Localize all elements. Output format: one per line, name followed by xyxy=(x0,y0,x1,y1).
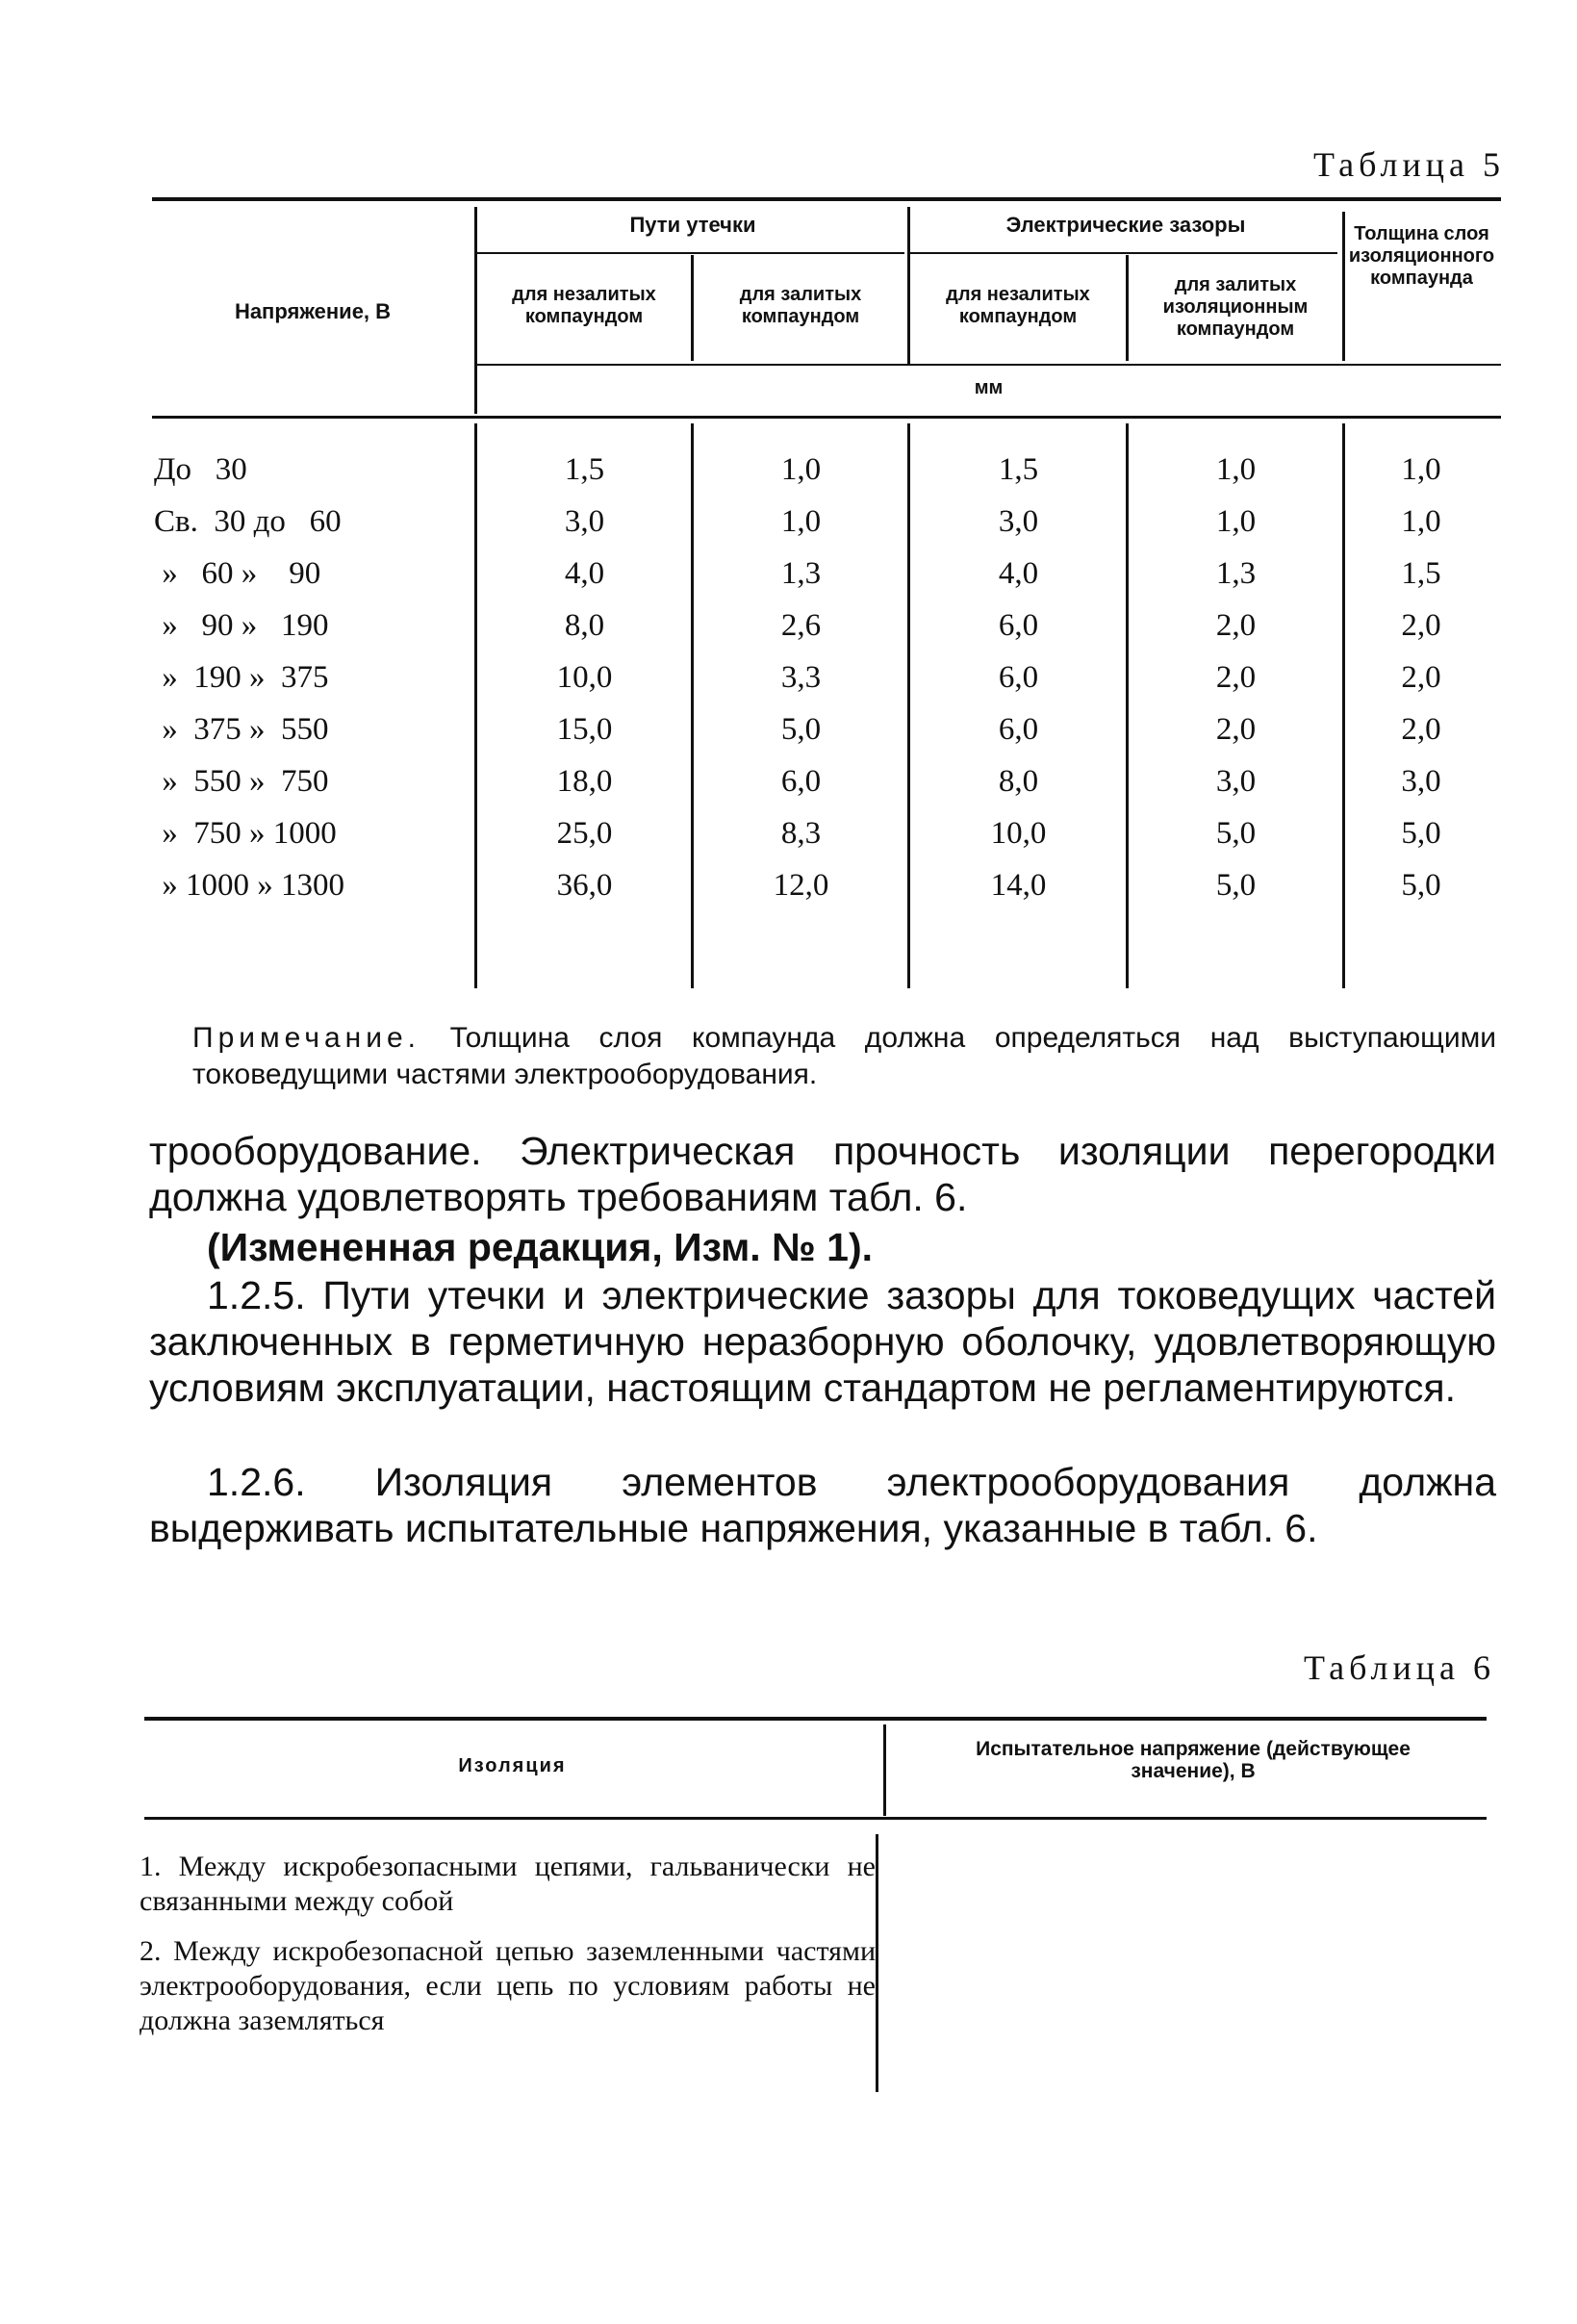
vline-h5 xyxy=(1342,212,1345,361)
header-creepage-unfilled: для незалитых компаундом xyxy=(512,284,656,327)
row-clearance-unfilled: 4,0 xyxy=(998,556,1039,591)
table6-row: 2. Между искробезопасной цепью заземленными частями электрооборудования, если цепь по условиям работы не должна заземляться xyxy=(140,1935,876,2036)
row-clearance-filled: 2,0 xyxy=(1215,712,1257,747)
row-clearance-unfilled: 3,0 xyxy=(998,504,1039,539)
row-creepage-filled: 2,6 xyxy=(780,608,822,643)
row-clearance-filled: 1,3 xyxy=(1215,556,1257,591)
header-thickness: Толщина слоя изоляционного компаунда xyxy=(1348,223,1495,289)
row-creepage-filled: 12,0 xyxy=(773,868,829,903)
vline-h4 xyxy=(1126,255,1129,361)
table5-note xyxy=(192,1020,1496,1093)
row-clearance-unfilled: 14,0 xyxy=(990,868,1047,903)
vline-h1 xyxy=(474,207,477,414)
row-creepage-unfilled: 25,0 xyxy=(556,816,613,851)
row-thickness: 1,5 xyxy=(1401,556,1441,591)
table6-header-rule xyxy=(144,1817,1487,1820)
row-clearance-filled: 3,0 xyxy=(1215,764,1257,799)
row-thickness: 1,0 xyxy=(1401,504,1441,539)
header-voltage: Напряжение, В xyxy=(234,299,392,323)
row-clearance-unfilled: 6,0 xyxy=(998,712,1039,747)
row-clearance-unfilled: 10,0 xyxy=(990,816,1047,851)
row-thickness: 2,0 xyxy=(1401,608,1441,643)
row-clearance-unfilled: 1,5 xyxy=(998,452,1039,487)
row-thickness: 2,0 xyxy=(1401,660,1441,695)
row-creepage-filled: 3,3 xyxy=(780,660,822,695)
row-voltage: » 60 » 90 xyxy=(154,556,321,591)
paragraph-1-2-5: 1.2.5. Пути утечки и электрические зазоры для токоведущих частей заключенных в герметичную неразборную оболочку, удовлетворяющую условиям эксплуатации, настоящим стандартом не регламентируются. xyxy=(149,1273,1496,1410)
row-thickness: 1,0 xyxy=(1401,452,1441,487)
row-creepage-unfilled: 4,0 xyxy=(564,556,605,591)
row-clearance-unfilled: 8,0 xyxy=(998,764,1039,799)
table6-caption: Таблица 6 xyxy=(1304,1648,1495,1687)
clearance-subrule xyxy=(909,252,1337,254)
row-clearance-unfilled: 6,0 xyxy=(998,660,1039,695)
row-creepage-filled: 1,0 xyxy=(780,452,822,487)
row-creepage-unfilled: 3,0 xyxy=(564,504,605,539)
table5-caption: Таблица 5 xyxy=(1313,145,1505,184)
row-clearance-filled: 2,0 xyxy=(1215,660,1257,695)
row-voltage: » 190 » 375 xyxy=(154,660,329,695)
row-thickness: 5,0 xyxy=(1401,816,1441,851)
vline-h2 xyxy=(691,255,694,361)
table6-row: 1. Между искробезопасными цепями, гальванически не связанными между собой xyxy=(140,1851,876,1917)
row-creepage-unfilled: 1,5 xyxy=(564,452,605,487)
row-clearance-filled: 5,0 xyxy=(1215,868,1257,903)
row-voltage: Св. 30 до 60 xyxy=(154,504,342,539)
row-voltage: » 750 » 1000 xyxy=(154,816,337,851)
table5-header-rule xyxy=(152,416,1501,419)
row-creepage-unfilled: 36,0 xyxy=(556,868,613,903)
header-clearance: Электрические зазоры xyxy=(1005,213,1246,237)
header-creepage-filled: для залитых компаундом xyxy=(739,284,862,327)
row-clearance-filled: 1,0 xyxy=(1215,452,1257,487)
table6-vline-header xyxy=(883,1724,886,1816)
row-creepage-filled: 1,3 xyxy=(780,556,822,591)
table6-header-insulation: Изоляция xyxy=(458,1755,567,1776)
row-voltage: » 550 » 750 xyxy=(154,764,329,799)
row-creepage-filled: 8,3 xyxy=(780,816,822,851)
row-clearance-filled: 1,0 xyxy=(1215,504,1257,539)
paragraph-continuation: трооборудование. Электрическая прочность изоляции перегородки должна удовлетворять требованиям табл. 6. xyxy=(149,1129,1496,1219)
unit-rule xyxy=(476,364,1501,366)
amendment-note: (Измененная редакция, Изм. № 1). xyxy=(207,1225,874,1269)
row-creepage-filled: 1,0 xyxy=(780,504,822,539)
row-creepage-filled: 6,0 xyxy=(780,764,822,799)
note-text: Толщина слоя компаунда должна определяться над выступающими токоведущими частями электрооборудования. xyxy=(192,1022,1496,1090)
row-voltage: » 1000 » 1300 xyxy=(154,868,344,903)
note-lead: Примечание. xyxy=(192,1022,420,1054)
table5-top-rule xyxy=(152,197,1501,201)
table6-vline-body xyxy=(876,1834,878,2092)
header-unit: мм xyxy=(974,377,1004,398)
row-creepage-filled: 5,0 xyxy=(780,712,822,747)
row-clearance-unfilled: 6,0 xyxy=(998,608,1039,643)
row-creepage-unfilled: 18,0 xyxy=(556,764,613,799)
vline-h3 xyxy=(907,207,910,364)
table6-top-rule xyxy=(144,1717,1487,1721)
paragraph-1-2-6: 1.2.6. Изоляция элементов электрооборудования должна выдерживать испытательные напряжения, указанные в табл. 6. xyxy=(149,1460,1496,1550)
row-clearance-filled: 2,0 xyxy=(1215,608,1257,643)
header-clearance-filled: для залитых изоляционным компаундом xyxy=(1162,274,1309,340)
row-clearance-filled: 5,0 xyxy=(1215,816,1257,851)
table6-header-test-voltage: Испытательное напряжение (действующее значение), В xyxy=(976,1738,1411,1782)
row-creepage-unfilled: 15,0 xyxy=(556,712,613,747)
row-voltage: » 375 » 550 xyxy=(154,712,329,747)
row-creepage-unfilled: 10,0 xyxy=(556,660,613,695)
row-thickness: 3,0 xyxy=(1401,764,1441,799)
row-voltage: До 30 xyxy=(154,452,247,487)
creepage-subrule xyxy=(476,252,904,254)
row-creepage-unfilled: 8,0 xyxy=(564,608,605,643)
row-thickness: 2,0 xyxy=(1401,712,1441,747)
row-thickness: 5,0 xyxy=(1401,868,1441,903)
header-clearance-unfilled: для незалитых компаундом xyxy=(946,284,1090,327)
row-voltage: » 90 » 190 xyxy=(154,608,329,643)
header-creepage: Пути утечки xyxy=(629,213,756,237)
